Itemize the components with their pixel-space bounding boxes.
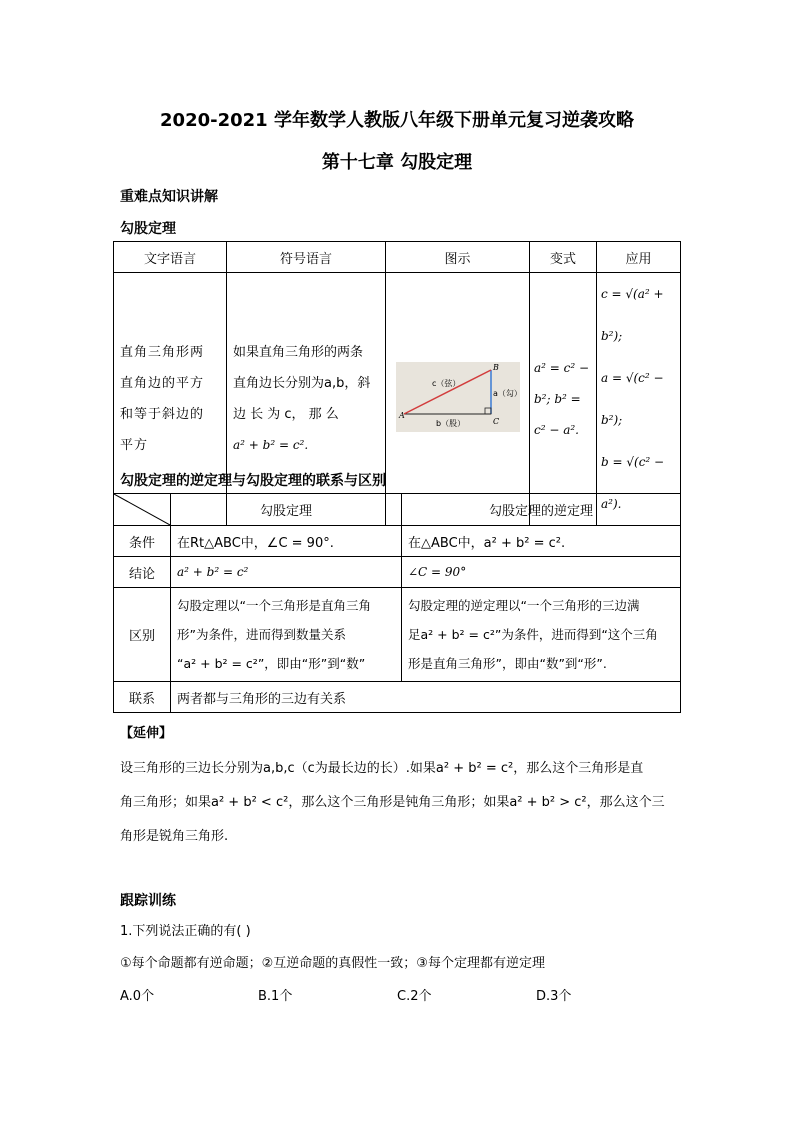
- text-line: 平方: [120, 438, 149, 453]
- text-line: 形是直角三角形”，即由“数”到“形”.: [408, 656, 607, 671]
- formula-line: c = √(a² + b²);: [601, 287, 664, 343]
- practice-heading: 跟踪训练: [120, 893, 176, 909]
- text-line: 角形是锐角三角形.: [120, 829, 229, 844]
- question-1: 1.下列说法正确的有( ): [120, 924, 251, 939]
- text-line: 直角三角形两: [120, 345, 205, 360]
- corner-cell: [114, 494, 171, 526]
- formula-line: a = √(c² − b²);: [601, 371, 664, 427]
- leg-b-label: b（股）: [435, 419, 465, 428]
- extension-heading: 【延伸】: [120, 726, 173, 741]
- header-figure: 图示: [386, 242, 530, 273]
- section-heading-key-points: 重难点知识讲解: [120, 189, 218, 205]
- formula-line: a² = c² −: [534, 360, 590, 375]
- text-line: 足a² + b² = c²”为条件，进而得到“这个三角: [408, 627, 658, 642]
- cell-conclusion-converse: ∠C = 90°: [402, 557, 681, 588]
- extension-paragraph: [120, 752, 680, 854]
- text-line: 直角边长分别为a,b，斜: [233, 376, 371, 391]
- cell-difference-converse: [402, 588, 681, 682]
- right-triangle-figure: [396, 362, 520, 432]
- row-label-condition: 条件: [114, 526, 171, 557]
- formula-line: b = √(c² − a²).: [601, 455, 665, 511]
- question-1-statements: ①每个命题都有逆命题；②互逆命题的真假性一致；③每个定理都有逆定理: [120, 956, 545, 971]
- section-heading-pythagorean: 勾股定理: [120, 221, 176, 237]
- option-d: D.3个: [536, 989, 572, 1004]
- text-line: “a² + b² = c²”，即由“形”到“数”: [177, 656, 366, 671]
- vertex-b-label: B: [492, 363, 499, 372]
- text-line: 设三角形的三边长分别为a,b,c（c为最长边的长）.如果a² + b² = c²，那么这个三角形是直: [120, 761, 644, 776]
- option-c: C.2个: [397, 989, 432, 1004]
- leg-a-label: a（勾）: [492, 389, 520, 398]
- text-line: 直角边的平方: [120, 376, 205, 391]
- text-line: 如果直角三角形的两条: [233, 345, 364, 360]
- formula-line: a² + b² = c².: [233, 438, 309, 452]
- comparison-table: [113, 493, 681, 713]
- text-line: 勾股定理的逆定理以“一个三角形的三边满: [408, 598, 640, 613]
- cell-condition-theorem: 在Rt△ABC中，∠C = 90°.: [171, 526, 402, 557]
- header-variant: 变式: [530, 242, 597, 273]
- cell-variant: [530, 273, 597, 526]
- vertex-a-label: A: [398, 411, 405, 420]
- section-heading-converse: 勾股定理的逆定理与勾股定理的联系与区别: [120, 473, 386, 489]
- option-b: B.1个: [258, 989, 293, 1004]
- cell-condition-converse: 在△ABC中，a² + b² = c².: [402, 526, 681, 557]
- text-line: 角三角形；如果a² + b² < c²，那么这个三角形是钝角三角形；如果a² + b² > c²，那么这个三: [120, 795, 665, 810]
- hypotenuse-label: c（弦）: [431, 379, 460, 388]
- header-theorem: 勾股定理: [171, 494, 402, 526]
- formula-line: b²; b² =: [534, 391, 581, 406]
- document-title: 2020-2021 学年数学人教版八年级下册单元复习逆袭攻略: [160, 110, 634, 131]
- header-application: 应用: [597, 242, 681, 273]
- vertex-c-label: C: [492, 417, 499, 426]
- text-line: 形”为条件，进而得到数量关系: [177, 627, 346, 642]
- cell-application: [597, 273, 681, 526]
- cell-relation: 两者都与三角形的三边有关系: [171, 682, 681, 713]
- option-a: A.0个: [120, 989, 155, 1004]
- cell-figure: [386, 273, 530, 526]
- cell-conclusion-theorem: a² + b² = c²: [171, 557, 402, 588]
- diagonal-line: [114, 494, 170, 525]
- formula-line: c² − a².: [534, 422, 579, 437]
- row-label-difference: 区别: [114, 588, 171, 682]
- cell-difference-theorem: [171, 588, 402, 682]
- text-line: 边 长 为 c， 那 么: [233, 407, 339, 422]
- row-label-conclusion: 结论: [114, 557, 171, 588]
- text-line: 勾股定理以“一个三角形是直角三角: [177, 598, 371, 613]
- header-text-language: 文字语言: [114, 242, 227, 273]
- chapter-title: 第十七章 勾股定理: [321, 152, 473, 173]
- header-converse: 勾股定理的逆定理: [402, 494, 681, 526]
- text-line: 和等于斜边的: [120, 407, 205, 422]
- row-label-relation: 联系: [114, 682, 171, 713]
- header-symbol-language: 符号语言: [227, 242, 386, 273]
